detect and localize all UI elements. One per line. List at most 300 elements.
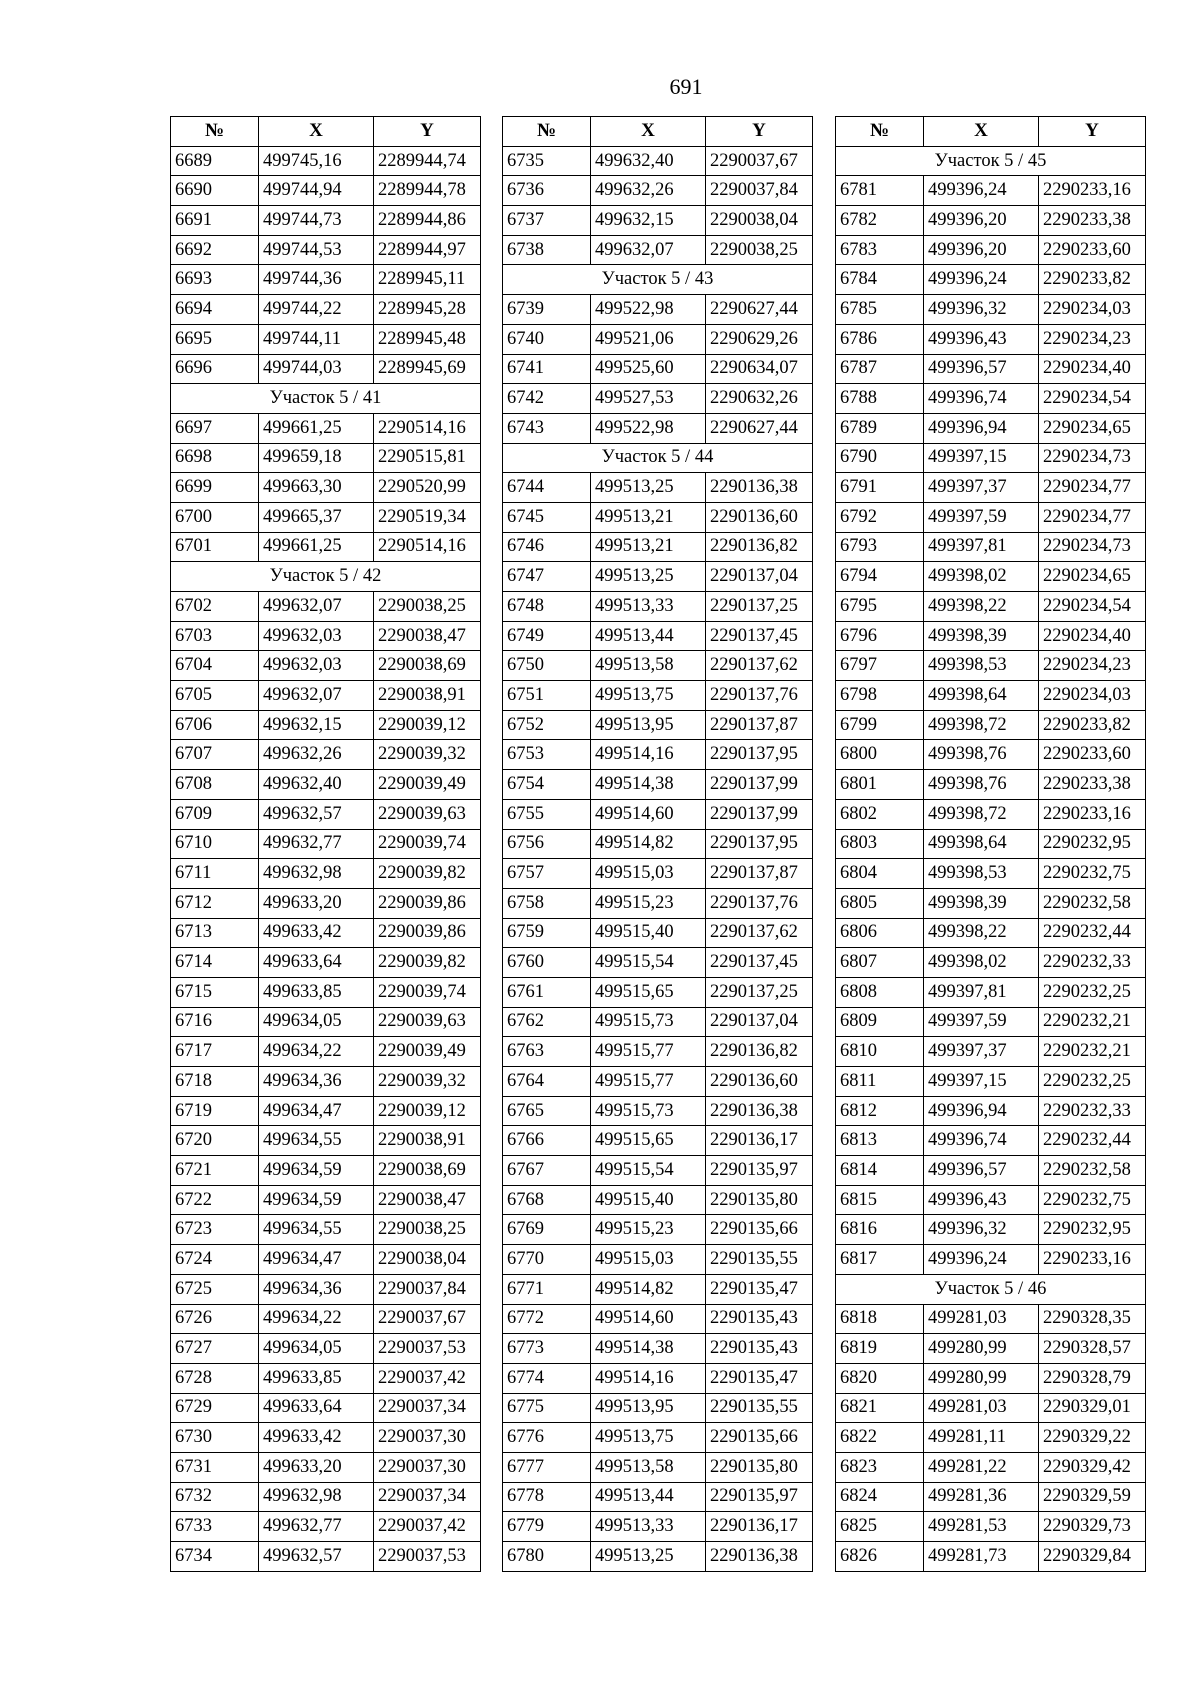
- y-coordinate: 2290136,17: [706, 1512, 813, 1542]
- point-number: 6809: [836, 1007, 924, 1037]
- x-coordinate: 499398,39: [924, 621, 1039, 651]
- table-row: [836, 354, 1146, 384]
- x-coordinate: 499397,59: [924, 1007, 1039, 1037]
- table-row: [836, 235, 1146, 265]
- y-coordinate: 2290039,86: [374, 918, 481, 948]
- table-row: [503, 859, 813, 889]
- y-coordinate: 2290232,58: [1039, 888, 1146, 918]
- point-number: 6698: [171, 443, 259, 473]
- table-row: [171, 1482, 481, 1512]
- y-coordinate: 2290232,44: [1039, 918, 1146, 948]
- y-coordinate: 2290233,16: [1039, 176, 1146, 206]
- table-row: [836, 651, 1146, 681]
- x-coordinate: 499398,53: [924, 859, 1039, 889]
- x-coordinate: 499745,16: [259, 146, 374, 176]
- x-coordinate: 499397,15: [924, 443, 1039, 473]
- point-number: 6782: [836, 206, 924, 236]
- y-coordinate: 2290038,91: [374, 1126, 481, 1156]
- point-number: 6779: [503, 1512, 591, 1542]
- point-number: 6745: [503, 502, 591, 532]
- table-row: [503, 146, 813, 176]
- table-row: [171, 681, 481, 711]
- table-row: [503, 1334, 813, 1364]
- point-number: 6739: [503, 295, 591, 325]
- x-coordinate: 499633,20: [259, 888, 374, 918]
- point-number: 6819: [836, 1334, 924, 1364]
- table-row: [836, 1185, 1146, 1215]
- y-coordinate: 2290038,25: [374, 1215, 481, 1245]
- y-coordinate: 2290137,04: [706, 562, 813, 592]
- point-number: 6732: [171, 1482, 259, 1512]
- table-row: [836, 740, 1146, 770]
- x-coordinate: 499396,94: [924, 1096, 1039, 1126]
- table-row: [503, 413, 813, 443]
- y-coordinate: 2290232,21: [1039, 1007, 1146, 1037]
- x-coordinate: 499632,98: [259, 859, 374, 889]
- point-number: 6689: [171, 146, 259, 176]
- table-row: [171, 1452, 481, 1482]
- y-coordinate: 2290234,54: [1039, 592, 1146, 622]
- point-number: 6730: [171, 1423, 259, 1453]
- header-number: №: [836, 117, 924, 147]
- point-number: 6691: [171, 206, 259, 236]
- point-number: 6825: [836, 1512, 924, 1542]
- point-number: 6703: [171, 621, 259, 651]
- table-header-row: [171, 117, 481, 147]
- point-number: 6783: [836, 235, 924, 265]
- point-number: 6742: [503, 384, 591, 414]
- x-coordinate: 499397,15: [924, 1067, 1039, 1097]
- table-row: [503, 740, 813, 770]
- y-coordinate: 2290514,16: [374, 532, 481, 562]
- table-row: [171, 1512, 481, 1542]
- point-number: 6719: [171, 1096, 259, 1126]
- x-coordinate: 499398,76: [924, 740, 1039, 770]
- y-coordinate: 2290233,38: [1039, 206, 1146, 236]
- table-row: [836, 1512, 1146, 1542]
- table-row: [503, 1363, 813, 1393]
- y-coordinate: 2290038,04: [706, 206, 813, 236]
- section-title: Участок 5 / 41: [171, 384, 481, 414]
- coordinates-table-2: [502, 116, 813, 1572]
- point-number: 6781: [836, 176, 924, 206]
- point-number: 6772: [503, 1304, 591, 1334]
- y-coordinate: 2290137,25: [706, 977, 813, 1007]
- y-coordinate: 2290234,65: [1039, 562, 1146, 592]
- section-title: Участок 5 / 42: [171, 562, 481, 592]
- section-header-row: [503, 265, 813, 295]
- y-coordinate: 2290137,76: [706, 681, 813, 711]
- x-coordinate: 499513,25: [591, 473, 706, 503]
- x-coordinate: 499398,39: [924, 888, 1039, 918]
- point-number: 6807: [836, 948, 924, 978]
- x-coordinate: 499522,98: [591, 413, 706, 443]
- table-row: [503, 1037, 813, 1067]
- point-number: 6788: [836, 384, 924, 414]
- y-coordinate: 2290234,77: [1039, 473, 1146, 503]
- table-row: [503, 324, 813, 354]
- y-coordinate: 2290136,82: [706, 532, 813, 562]
- table-row: [171, 1363, 481, 1393]
- point-number: 6752: [503, 710, 591, 740]
- x-coordinate: 499513,58: [591, 1452, 706, 1482]
- table-row: [171, 206, 481, 236]
- point-number: 6707: [171, 740, 259, 770]
- table-row: [836, 295, 1146, 325]
- y-coordinate: 2290135,47: [706, 1363, 813, 1393]
- x-coordinate: 499515,03: [591, 1245, 706, 1275]
- y-coordinate: 2290234,23: [1039, 651, 1146, 681]
- x-coordinate: 499632,26: [591, 176, 706, 206]
- x-coordinate: 499397,81: [924, 977, 1039, 1007]
- point-number: 6813: [836, 1126, 924, 1156]
- table-row: [171, 1215, 481, 1245]
- table-row: [171, 532, 481, 562]
- x-coordinate: 499634,22: [259, 1304, 374, 1334]
- point-number: 6770: [503, 1245, 591, 1275]
- point-number: 6793: [836, 532, 924, 562]
- y-coordinate: 2290135,66: [706, 1423, 813, 1453]
- y-coordinate: 2289944,86: [374, 206, 481, 236]
- x-coordinate: 499634,05: [259, 1334, 374, 1364]
- point-number: 6734: [171, 1542, 259, 1572]
- y-coordinate: 2290137,45: [706, 948, 813, 978]
- section-title: Участок 5 / 46: [836, 1274, 1146, 1304]
- y-coordinate: 2290039,86: [374, 888, 481, 918]
- x-coordinate: 499281,73: [924, 1542, 1039, 1572]
- table-row: [503, 1542, 813, 1572]
- x-coordinate: 499514,60: [591, 799, 706, 829]
- x-coordinate: 499632,77: [259, 1512, 374, 1542]
- x-coordinate: 499515,54: [591, 1156, 706, 1186]
- x-coordinate: 499634,36: [259, 1067, 374, 1097]
- y-coordinate: 2290137,87: [706, 859, 813, 889]
- table-row: [171, 1185, 481, 1215]
- table-row: [503, 592, 813, 622]
- y-coordinate: 2290039,82: [374, 859, 481, 889]
- point-number: 6716: [171, 1007, 259, 1037]
- x-coordinate: 499634,55: [259, 1126, 374, 1156]
- table-row: [503, 354, 813, 384]
- table-row: [171, 1334, 481, 1364]
- table-row: [836, 1096, 1146, 1126]
- y-coordinate: 2290037,67: [706, 146, 813, 176]
- x-coordinate: 499632,03: [259, 621, 374, 651]
- x-coordinate: 499515,03: [591, 859, 706, 889]
- table-row: [171, 1156, 481, 1186]
- y-coordinate: 2290627,44: [706, 295, 813, 325]
- x-coordinate: 499396,43: [924, 324, 1039, 354]
- table-row: [171, 1274, 481, 1304]
- table-row: [503, 829, 813, 859]
- table-row: [171, 295, 481, 325]
- point-number: 6753: [503, 740, 591, 770]
- y-coordinate: 2290233,38: [1039, 770, 1146, 800]
- x-coordinate: 499397,37: [924, 1037, 1039, 1067]
- y-coordinate: 2290135,80: [706, 1452, 813, 1482]
- point-number: 6749: [503, 621, 591, 651]
- table-row: [171, 235, 481, 265]
- table-row: [503, 532, 813, 562]
- x-coordinate: 499281,03: [924, 1393, 1039, 1423]
- x-coordinate: 499396,74: [924, 1126, 1039, 1156]
- x-coordinate: 499396,20: [924, 206, 1039, 236]
- table-row: [171, 176, 481, 206]
- point-number: 6776: [503, 1423, 591, 1453]
- section-title: Участок 5 / 44: [503, 443, 813, 473]
- point-number: 6750: [503, 651, 591, 681]
- y-coordinate: 2290137,45: [706, 621, 813, 651]
- point-number: 6737: [503, 206, 591, 236]
- y-coordinate: 2290039,82: [374, 948, 481, 978]
- x-coordinate: 499633,20: [259, 1452, 374, 1482]
- point-number: 6763: [503, 1037, 591, 1067]
- y-coordinate: 2290037,34: [374, 1482, 481, 1512]
- x-coordinate: 499744,03: [259, 354, 374, 384]
- section-header-row: [503, 443, 813, 473]
- y-coordinate: 2289945,11: [374, 265, 481, 295]
- y-coordinate: 2290135,97: [706, 1156, 813, 1186]
- table-row: [503, 651, 813, 681]
- point-number: 6692: [171, 235, 259, 265]
- x-coordinate: 499663,30: [259, 473, 374, 503]
- y-coordinate: 2290136,38: [706, 1096, 813, 1126]
- table-row: [836, 1304, 1146, 1334]
- x-coordinate: 499281,36: [924, 1482, 1039, 1512]
- y-coordinate: 2290232,44: [1039, 1126, 1146, 1156]
- header-x: X: [924, 117, 1039, 147]
- table-row: [836, 473, 1146, 503]
- table-row: [503, 1215, 813, 1245]
- table-row: [836, 1126, 1146, 1156]
- table-row: [171, 740, 481, 770]
- x-coordinate: 499744,11: [259, 324, 374, 354]
- point-number: 6706: [171, 710, 259, 740]
- point-number: 6812: [836, 1096, 924, 1126]
- point-number: 6814: [836, 1156, 924, 1186]
- x-coordinate: 499398,72: [924, 799, 1039, 829]
- x-coordinate: 499661,25: [259, 413, 374, 443]
- y-coordinate: 2290137,25: [706, 592, 813, 622]
- table-row: [836, 176, 1146, 206]
- section-header-row: [836, 146, 1146, 176]
- x-coordinate: 499632,77: [259, 829, 374, 859]
- x-coordinate: 499281,11: [924, 1423, 1039, 1453]
- x-coordinate: 499633,42: [259, 1423, 374, 1453]
- header-y: Y: [706, 117, 813, 147]
- y-coordinate: 2290136,17: [706, 1126, 813, 1156]
- point-number: 6787: [836, 354, 924, 384]
- point-number: 6727: [171, 1334, 259, 1364]
- y-coordinate: 2290039,74: [374, 829, 481, 859]
- y-coordinate: 2290039,49: [374, 770, 481, 800]
- point-number: 6769: [503, 1215, 591, 1245]
- x-coordinate: 499744,53: [259, 235, 374, 265]
- table-row: [171, 1126, 481, 1156]
- x-coordinate: 499522,98: [591, 295, 706, 325]
- x-coordinate: 499744,94: [259, 176, 374, 206]
- y-coordinate: 2290627,44: [706, 413, 813, 443]
- table-row: [836, 799, 1146, 829]
- y-coordinate: 2290135,47: [706, 1274, 813, 1304]
- y-coordinate: 2290233,60: [1039, 740, 1146, 770]
- header-number: №: [503, 117, 591, 147]
- y-coordinate: 2290137,95: [706, 740, 813, 770]
- table-row: [171, 592, 481, 622]
- table-row: [503, 1512, 813, 1542]
- point-number: 6806: [836, 918, 924, 948]
- y-coordinate: 2290135,66: [706, 1215, 813, 1245]
- point-number: 6700: [171, 502, 259, 532]
- point-number: 6802: [836, 799, 924, 829]
- x-coordinate: 499515,23: [591, 888, 706, 918]
- y-coordinate: 2290135,55: [706, 1393, 813, 1423]
- table-row: [836, 562, 1146, 592]
- point-number: 6736: [503, 176, 591, 206]
- x-coordinate: 499634,47: [259, 1245, 374, 1275]
- table-row: [171, 977, 481, 1007]
- table-row: [836, 829, 1146, 859]
- table-row: [171, 621, 481, 651]
- point-number: 6718: [171, 1067, 259, 1097]
- y-coordinate: 2290137,76: [706, 888, 813, 918]
- point-number: 6761: [503, 977, 591, 1007]
- x-coordinate: 499632,15: [259, 710, 374, 740]
- point-number: 6728: [171, 1363, 259, 1393]
- y-coordinate: 2289945,69: [374, 354, 481, 384]
- table-row: [171, 918, 481, 948]
- table-row: [171, 859, 481, 889]
- point-number: 6747: [503, 562, 591, 592]
- table-row: [171, 799, 481, 829]
- table-row: [171, 710, 481, 740]
- table-row: [503, 1274, 813, 1304]
- table-row: [503, 1482, 813, 1512]
- y-coordinate: 2290038,04: [374, 1245, 481, 1275]
- point-number: 6738: [503, 235, 591, 265]
- y-coordinate: 2290329,01: [1039, 1393, 1146, 1423]
- x-coordinate: 499527,53: [591, 384, 706, 414]
- table-row: [503, 1067, 813, 1097]
- x-coordinate: 499632,26: [259, 740, 374, 770]
- x-coordinate: 499515,77: [591, 1037, 706, 1067]
- table-row: [836, 1215, 1146, 1245]
- x-coordinate: 499280,99: [924, 1334, 1039, 1364]
- table-row: [503, 918, 813, 948]
- table-row: [836, 443, 1146, 473]
- y-coordinate: 2290233,16: [1039, 1245, 1146, 1275]
- y-coordinate: 2290329,73: [1039, 1512, 1146, 1542]
- table-row: [836, 324, 1146, 354]
- table-row: [836, 918, 1146, 948]
- y-coordinate: 2290232,25: [1039, 1067, 1146, 1097]
- point-number: 6795: [836, 592, 924, 622]
- table-row: [503, 770, 813, 800]
- table-row: [836, 1452, 1146, 1482]
- y-coordinate: 2290135,55: [706, 1245, 813, 1275]
- x-coordinate: 499398,22: [924, 918, 1039, 948]
- y-coordinate: 2290329,22: [1039, 1423, 1146, 1453]
- y-coordinate: 2290329,59: [1039, 1482, 1146, 1512]
- table-row: [503, 1245, 813, 1275]
- x-coordinate: 499632,03: [259, 651, 374, 681]
- point-number: 6784: [836, 265, 924, 295]
- y-coordinate: 2290038,47: [374, 621, 481, 651]
- point-number: 6803: [836, 829, 924, 859]
- y-coordinate: 2290328,35: [1039, 1304, 1146, 1334]
- table-row: [503, 235, 813, 265]
- header-y: Y: [374, 117, 481, 147]
- table-row: [171, 443, 481, 473]
- point-number: 6690: [171, 176, 259, 206]
- point-number: 6710: [171, 829, 259, 859]
- x-coordinate: 499398,72: [924, 710, 1039, 740]
- point-number: 6713: [171, 918, 259, 948]
- x-coordinate: 499515,77: [591, 1067, 706, 1097]
- table-row: [171, 413, 481, 443]
- y-coordinate: 2290329,84: [1039, 1542, 1146, 1572]
- y-coordinate: 2290234,54: [1039, 384, 1146, 414]
- y-coordinate: 2290634,07: [706, 354, 813, 384]
- y-coordinate: 2290514,16: [374, 413, 481, 443]
- table-row: [171, 1542, 481, 1572]
- y-coordinate: 2290039,12: [374, 1096, 481, 1126]
- table-row: [836, 770, 1146, 800]
- x-coordinate: 499632,57: [259, 1542, 374, 1572]
- x-coordinate: 499634,55: [259, 1215, 374, 1245]
- x-coordinate: 499396,24: [924, 265, 1039, 295]
- table-row: [503, 710, 813, 740]
- y-coordinate: 2290232,33: [1039, 948, 1146, 978]
- point-number: 6777: [503, 1452, 591, 1482]
- x-coordinate: 499513,75: [591, 1423, 706, 1453]
- x-coordinate: 499398,53: [924, 651, 1039, 681]
- x-coordinate: 499513,95: [591, 1393, 706, 1423]
- y-coordinate: 2289944,74: [374, 146, 481, 176]
- y-coordinate: 2290515,81: [374, 443, 481, 473]
- point-number: 6800: [836, 740, 924, 770]
- table-row: [171, 354, 481, 384]
- table-row: [836, 859, 1146, 889]
- point-number: 6817: [836, 1245, 924, 1275]
- x-coordinate: 499398,76: [924, 770, 1039, 800]
- header-x: X: [259, 117, 374, 147]
- page-number: 691: [669, 74, 703, 99]
- y-coordinate: 2290136,60: [706, 1067, 813, 1097]
- point-number: 6717: [171, 1037, 259, 1067]
- x-coordinate: 499513,33: [591, 592, 706, 622]
- table-row: [836, 1393, 1146, 1423]
- point-number: 6705: [171, 681, 259, 711]
- y-coordinate: 2290232,21: [1039, 1037, 1146, 1067]
- point-number: 6822: [836, 1423, 924, 1453]
- point-number: 6762: [503, 1007, 591, 1037]
- x-coordinate: 499515,65: [591, 977, 706, 1007]
- y-coordinate: 2290136,38: [706, 1542, 813, 1572]
- table-row: [171, 265, 481, 295]
- x-coordinate: 499513,44: [591, 1482, 706, 1512]
- y-coordinate: 2290234,65: [1039, 413, 1146, 443]
- point-number: 6701: [171, 532, 259, 562]
- x-coordinate: 499744,22: [259, 295, 374, 325]
- point-number: 6697: [171, 413, 259, 443]
- x-coordinate: 499396,24: [924, 1245, 1039, 1275]
- x-coordinate: 499632,07: [259, 681, 374, 711]
- table-row: [171, 651, 481, 681]
- table-row: [171, 324, 481, 354]
- x-coordinate: 499396,24: [924, 176, 1039, 206]
- point-number: 6720: [171, 1126, 259, 1156]
